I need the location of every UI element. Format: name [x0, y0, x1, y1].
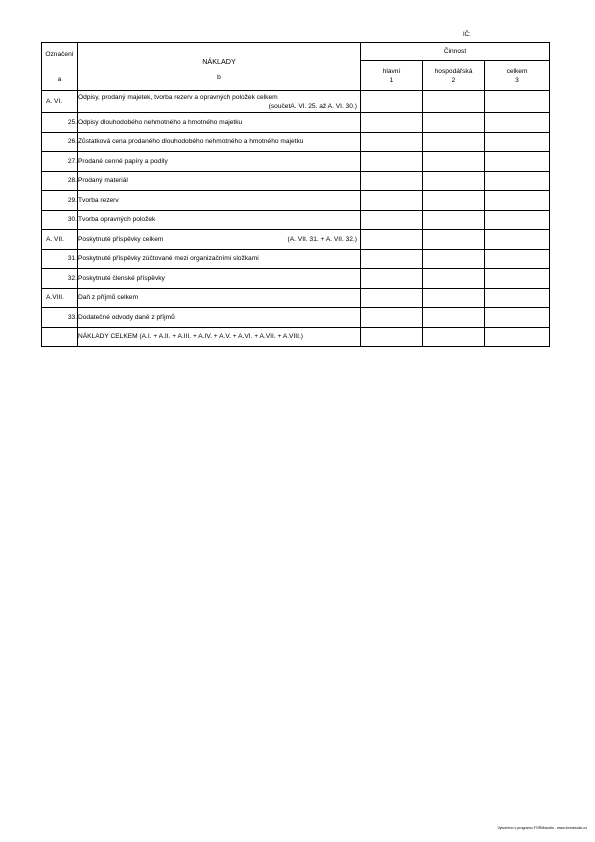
row-text: Poskytnuté příspěvky zúčtované mezi organizačními složkami — [78, 249, 361, 269]
col-num: 2 — [451, 76, 456, 84]
input-cell-celkem[interactable] — [485, 288, 550, 308]
input-cell-celkem[interactable] — [485, 327, 550, 347]
input-cell-hlavni[interactable] — [361, 132, 423, 152]
row-text — [78, 230, 361, 250]
header-naklady-label: NÁKLADY — [202, 56, 236, 66]
row-text: NÁKLADY CELKEM (A.I. + A.II. + A.III. + A.IV. + A.V. + A.VI. + A.VII. + A.VIII.) — [78, 327, 361, 347]
input-cell-hlavni[interactable] — [361, 152, 423, 172]
row-text: Tvorba rezerv — [78, 191, 361, 211]
row-code: 26. — [42, 132, 78, 152]
row-code: 29. — [42, 191, 78, 211]
input-cell-celkem[interactable] — [485, 269, 550, 289]
input-cell-hlavni[interactable] — [361, 308, 423, 328]
input-cell-hospodarska[interactable] — [423, 230, 485, 250]
header-col-hlavni — [361, 61, 423, 91]
input-cell-hlavni[interactable] — [361, 113, 423, 133]
input-cell-hospodarska[interactable] — [423, 91, 485, 113]
table-row — [42, 171, 550, 191]
input-cell-hospodarska[interactable] — [423, 210, 485, 230]
input-cell-hlavni[interactable] — [361, 191, 423, 211]
input-cell-hospodarska[interactable] — [423, 327, 485, 347]
row-code: A.VIII. — [42, 288, 78, 308]
row-text: Dodatečné odvody daně z příjmů — [78, 308, 361, 328]
expenses-table — [41, 42, 550, 347]
input-cell-hlavni[interactable] — [361, 249, 423, 269]
row-code: A. VII. — [42, 230, 78, 250]
table-row — [42, 230, 550, 250]
input-cell-celkem[interactable] — [485, 191, 550, 211]
table-row — [42, 152, 550, 172]
header-col-celkem — [485, 61, 550, 91]
ic-label: IČ: — [463, 32, 471, 38]
row-text — [78, 91, 361, 113]
row-code: 31. — [42, 249, 78, 269]
input-cell-hospodarska[interactable] — [423, 249, 485, 269]
input-cell-hlavni[interactable] — [361, 327, 423, 347]
row-code: 28. — [42, 171, 78, 191]
row-code: 27. — [42, 152, 78, 172]
col-num: 1 — [389, 76, 394, 84]
row-text: Prodané cenné papíry a podíly — [78, 152, 361, 172]
input-cell-hlavni[interactable] — [361, 171, 423, 191]
input-cell-hlavni[interactable] — [361, 91, 423, 113]
col-label: hospodářská — [434, 67, 473, 75]
input-cell-hospodarska[interactable] — [423, 171, 485, 191]
input-cell-hospodarska[interactable] — [423, 308, 485, 328]
input-cell-hospodarska[interactable] — [423, 132, 485, 152]
input-cell-hospodarska[interactable] — [423, 113, 485, 133]
header-oznaceni-label: Označení — [45, 50, 74, 58]
row-code: A. VI. — [42, 91, 78, 113]
input-cell-hospodarska[interactable] — [423, 269, 485, 289]
row-text: Zůstatková cena prodaného dlouhodobého nehmotného a hmotného majetku — [78, 132, 361, 152]
footer-credit: Vytvořeno v programu FORMstudio - www.formstudio.cz — [497, 826, 587, 830]
col-label: celkem — [506, 67, 528, 75]
input-cell-hospodarska[interactable] — [423, 152, 485, 172]
col-num: 3 — [515, 76, 519, 84]
header-naklady-sub: b — [217, 73, 221, 81]
col-label: hlavní — [382, 67, 401, 75]
input-cell-hospodarska[interactable] — [423, 288, 485, 308]
row-code: 32. — [42, 269, 78, 289]
row-text: Prodaný materiál — [78, 171, 361, 191]
table-row — [42, 191, 550, 211]
header-oznaceni-sub: a — [57, 75, 62, 83]
header-cinnost: Činnost — [361, 43, 550, 61]
input-cell-hlavni[interactable] — [361, 288, 423, 308]
table-row — [42, 269, 550, 289]
input-cell-hlavni[interactable] — [361, 269, 423, 289]
input-cell-celkem[interactable] — [485, 113, 550, 133]
table-row — [42, 288, 550, 308]
input-cell-celkem[interactable] — [485, 249, 550, 269]
input-cell-celkem[interactable] — [485, 171, 550, 191]
input-cell-hlavni[interactable] — [361, 210, 423, 230]
table-row — [42, 210, 550, 230]
table-row — [42, 91, 550, 113]
row-text: Tvorba opravných položek — [78, 210, 361, 230]
row-text-main: Poskytnuté příspěvky celkem — [78, 235, 164, 243]
row-text: Odpisy dlouhodobého nehmotného a hmotného majetku — [78, 113, 361, 133]
input-cell-hlavni[interactable] — [361, 230, 423, 250]
table-row — [42, 113, 550, 133]
input-cell-hospodarska[interactable] — [423, 191, 485, 211]
header-col-hospodarska — [423, 61, 485, 91]
input-cell-celkem[interactable] — [485, 152, 550, 172]
table-row — [42, 249, 550, 269]
row-code: 33. — [42, 308, 78, 328]
header-naklady — [78, 43, 361, 91]
input-cell-celkem[interactable] — [485, 91, 550, 113]
row-text: Daň z příjmů celkem — [78, 288, 361, 308]
table-row-total — [42, 327, 550, 347]
input-cell-celkem[interactable] — [485, 210, 550, 230]
row-text: Poskytnuté členské příspěvky — [78, 269, 361, 289]
table-row — [42, 132, 550, 152]
input-cell-celkem[interactable] — [485, 132, 550, 152]
row-code: 30. — [42, 210, 78, 230]
row-code — [42, 327, 78, 347]
header-oznaceni — [42, 43, 78, 91]
table-row — [42, 308, 550, 328]
row-code: 25. — [42, 113, 78, 133]
input-cell-celkem[interactable] — [485, 308, 550, 328]
row-text-line2: (součetA. VI. 25. až A. VI. 30.) — [268, 102, 357, 110]
row-text-formula: (A. VII. 31. + A. VII. 32.) — [287, 235, 357, 243]
input-cell-celkem[interactable] — [485, 230, 550, 250]
row-text-line1: Odpisy, prodaný majetek, tvorba rezerv a opravných položek celkem — [78, 93, 278, 101]
